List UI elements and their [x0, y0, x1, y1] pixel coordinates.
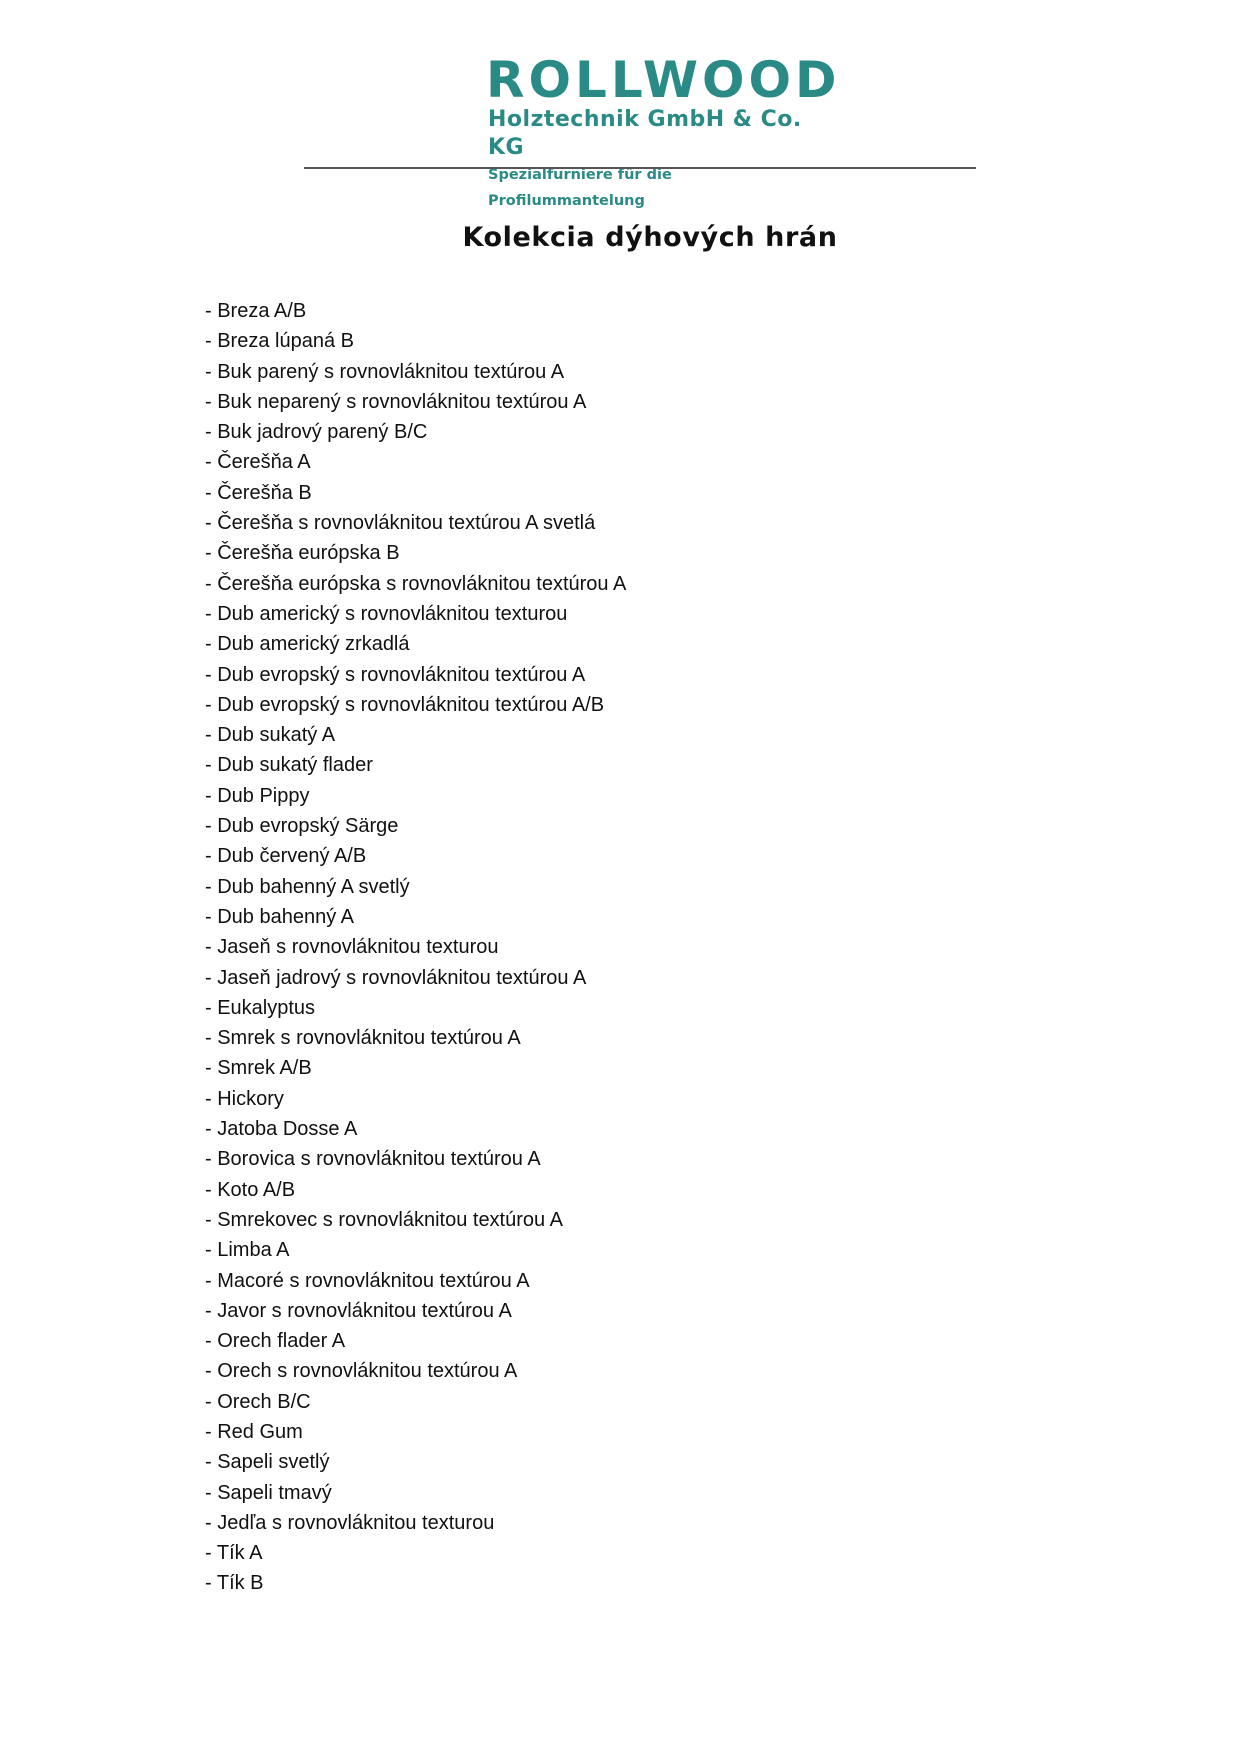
list-item: - Borovica s rovnovláknitou textúrou A: [205, 1148, 541, 1171]
list-item: - Limba A: [205, 1239, 290, 1262]
list-item: - Dub evropský Särge: [205, 815, 399, 838]
list-item: - Dub bahenný A: [205, 905, 354, 928]
list-item: - Tík A: [205, 1542, 263, 1565]
company-tagline: Spezialfurniere für die Profilummantelung: [488, 167, 672, 209]
list-item: - Sapeli tmavý: [205, 1481, 332, 1504]
list-item: - Dub sukatý A: [205, 724, 336, 747]
list-item: - Sapeli svetlý: [205, 1451, 330, 1474]
veneer-list: [205, 296, 626, 1599]
list-item: - Dub evropský s rovnovláknitou textúrou A/B: [205, 693, 605, 716]
list-item: - Dub sukatý flader: [205, 754, 373, 777]
list-item: - Javor s rovnovláknitou textúrou A: [205, 1299, 512, 1322]
list-item: - Dub bahenný A svetlý: [205, 875, 410, 898]
list-item: - Breza lúpaná B: [205, 330, 354, 353]
list-item: - Čerešňa s rovnovláknitou textúrou A svetlá: [205, 512, 596, 535]
company-name: Holztechnik GmbH & Co. KG: [488, 107, 802, 160]
list-item: - Čerešňa A: [205, 451, 311, 474]
list-item: - Buk parený s rovnovláknitou textúrou A: [205, 360, 565, 383]
list-item: - Breza A/B: [205, 300, 307, 322]
list-item: - Orech s rovnovláknitou textúrou A: [205, 1360, 518, 1383]
list-item: - Dub americký s rovnovláknitou texturou: [205, 602, 568, 625]
list-item: - Eukalyptus: [205, 996, 316, 1019]
document-title: Kolekcia dýhových hrán: [462, 222, 838, 253]
list-item: - Buk neparený s rovnovláknitou textúrou A: [205, 390, 587, 413]
header-divider: [304, 167, 976, 169]
list-item: - Smrek s rovnovláknitou textúrou A: [205, 1027, 521, 1050]
list-item: - Buk jadrový parený B/C: [205, 421, 428, 444]
list-item: - Dub červený A/B: [205, 845, 367, 868]
list-item: - Čerešňa B: [205, 481, 312, 504]
list-item: - Macoré s rovnovláknitou textúrou A: [205, 1269, 530, 1292]
list-item: - Orech flader A: [205, 1330, 346, 1353]
brand-logo: ROLLWOOD: [486, 51, 841, 109]
list-item: - Smrek A/B: [205, 1057, 312, 1080]
list-item: - Red Gum: [205, 1420, 303, 1443]
letterhead: [486, 51, 841, 214]
list-item: - Čerešňa európska B: [205, 542, 400, 565]
list-item: - Hickory: [205, 1087, 284, 1110]
list-item: - Dub americký zrkadlá: [205, 633, 410, 656]
list-item: - Dub Pippy: [205, 784, 310, 807]
list-item: - Smrekovec s rovnovláknitou textúrou A: [205, 1208, 563, 1231]
list-item: - Jedľa s rovnovláknitou texturou: [205, 1511, 495, 1534]
list-item: - Koto A/B: [205, 1178, 296, 1201]
list-item: - Tík B: [205, 1572, 264, 1595]
list-item: - Jatoba Dosse A: [205, 1118, 358, 1141]
list-item: - Čerešňa európska s rovnovláknitou textúrou A: [205, 572, 627, 595]
list-item: - Dub evropský s rovnovláknitou textúrou A: [205, 663, 586, 686]
list-item: - Orech B/C: [205, 1390, 311, 1413]
list-item: - Jaseň jadrový s rovnovláknitou textúrou A: [205, 966, 587, 989]
list-item: - Jaseň s rovnovláknitou texturou: [205, 936, 499, 959]
